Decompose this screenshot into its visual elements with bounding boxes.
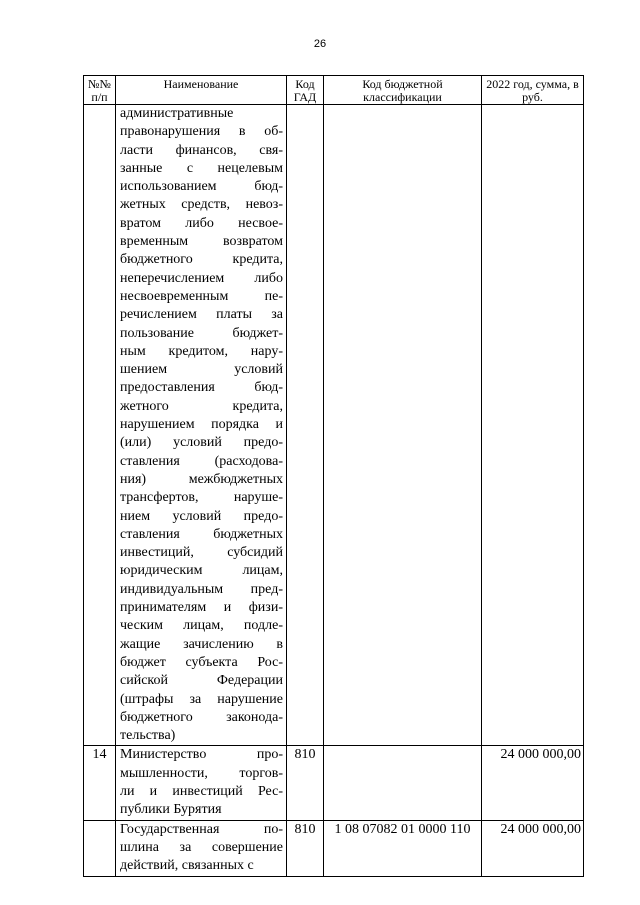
name-line: жащие зачислению в — [120, 636, 283, 652]
name-line: публики Бурятия — [120, 802, 222, 818]
table-row — [84, 746, 584, 820]
header-num: №№ п/п — [84, 76, 116, 105]
table-row — [84, 820, 584, 876]
name-line: юридическим лицам, — [120, 563, 283, 579]
row-kbk — [324, 105, 482, 746]
name-line: использованием бюд- — [120, 179, 283, 195]
name-line: индивидуальным пред- — [120, 581, 283, 597]
name-line: ным кредитом, нару- — [120, 343, 283, 359]
name-line: (штрафы за нарушение — [120, 691, 283, 707]
name-line: несвоевременным пе- — [120, 288, 283, 304]
name-line: ласти финансов, свя- — [120, 142, 283, 158]
name-line: сийской Федерации — [120, 673, 283, 689]
name-line: шлина за совершение — [120, 839, 283, 855]
row-gad — [287, 105, 324, 746]
name-line: принимателям и физи- — [120, 600, 283, 616]
header-gad: Код ГАД — [287, 76, 324, 105]
name-line: неперечислением либо — [120, 270, 283, 286]
name-line: действий, связанных с — [120, 858, 254, 874]
name-line: (или) условий предо- — [120, 435, 283, 451]
name-line: предоставления бюд- — [120, 380, 283, 396]
row-num — [84, 105, 116, 746]
name-line: занные с нецелевым — [120, 160, 283, 176]
row-sum: 24 000 000,00 — [482, 820, 584, 876]
table-header-row — [84, 76, 584, 105]
name-line: бюджетного законода- — [120, 709, 283, 725]
name-line: речислением платы за — [120, 307, 283, 323]
name-line: ставления (расходова- — [120, 453, 283, 469]
row-name — [116, 105, 287, 746]
budget-table — [83, 75, 584, 877]
row-kbk — [324, 746, 482, 820]
name-line: шением условий — [120, 362, 283, 378]
name-line: нием условий предо- — [120, 508, 283, 524]
row-kbk: 1 08 07082 01 0000 110 — [324, 820, 482, 876]
name-line: ния) межбюджетных — [120, 471, 283, 487]
header-kbk: Код бюджетной классификации — [324, 76, 482, 105]
row-gad: 810 — [287, 820, 324, 876]
name-line: бюджет субъекта Рос- — [120, 654, 283, 670]
name-line: мышленности, торгов- — [120, 765, 283, 781]
row-num — [84, 820, 116, 876]
name-line: инвестиций, субсидий — [120, 545, 283, 561]
page-number: 26 — [313, 38, 327, 50]
name-line: бюджетного кредита, — [120, 252, 283, 268]
name-line: административные — [120, 106, 234, 121]
name-line: правонарушения в об- — [120, 124, 283, 140]
name-line: Государственная по- — [120, 821, 283, 837]
name-line: жетного кредита, — [120, 398, 283, 414]
row-num: 14 — [84, 746, 116, 820]
name-line: тельства) — [120, 728, 176, 744]
header-name: Наименование — [116, 76, 287, 105]
table-row — [84, 105, 584, 746]
name-line: нарушением порядка и — [120, 417, 283, 433]
name-line: жетных средств, невоз- — [120, 197, 283, 213]
name-line: трансфертов, наруше- — [120, 490, 283, 506]
name-line: временным возвратом — [120, 234, 283, 250]
row-gad: 810 — [287, 746, 324, 820]
name-line: ставления бюджетных — [120, 526, 283, 542]
row-sum: 24 000 000,00 — [482, 746, 584, 820]
name-line: ческим лицам, подле- — [120, 618, 283, 634]
row-name — [116, 820, 287, 876]
header-sum: 2022 год, сумма, в руб. — [482, 76, 584, 105]
name-line: ли и инвестиций Рес- — [120, 783, 283, 799]
row-sum — [482, 105, 584, 746]
name-line: пользование бюджет- — [120, 325, 283, 341]
name-line: Министерство про- — [120, 747, 283, 763]
row-name — [116, 746, 287, 820]
name-line: вратом либо несвое- — [120, 215, 283, 231]
